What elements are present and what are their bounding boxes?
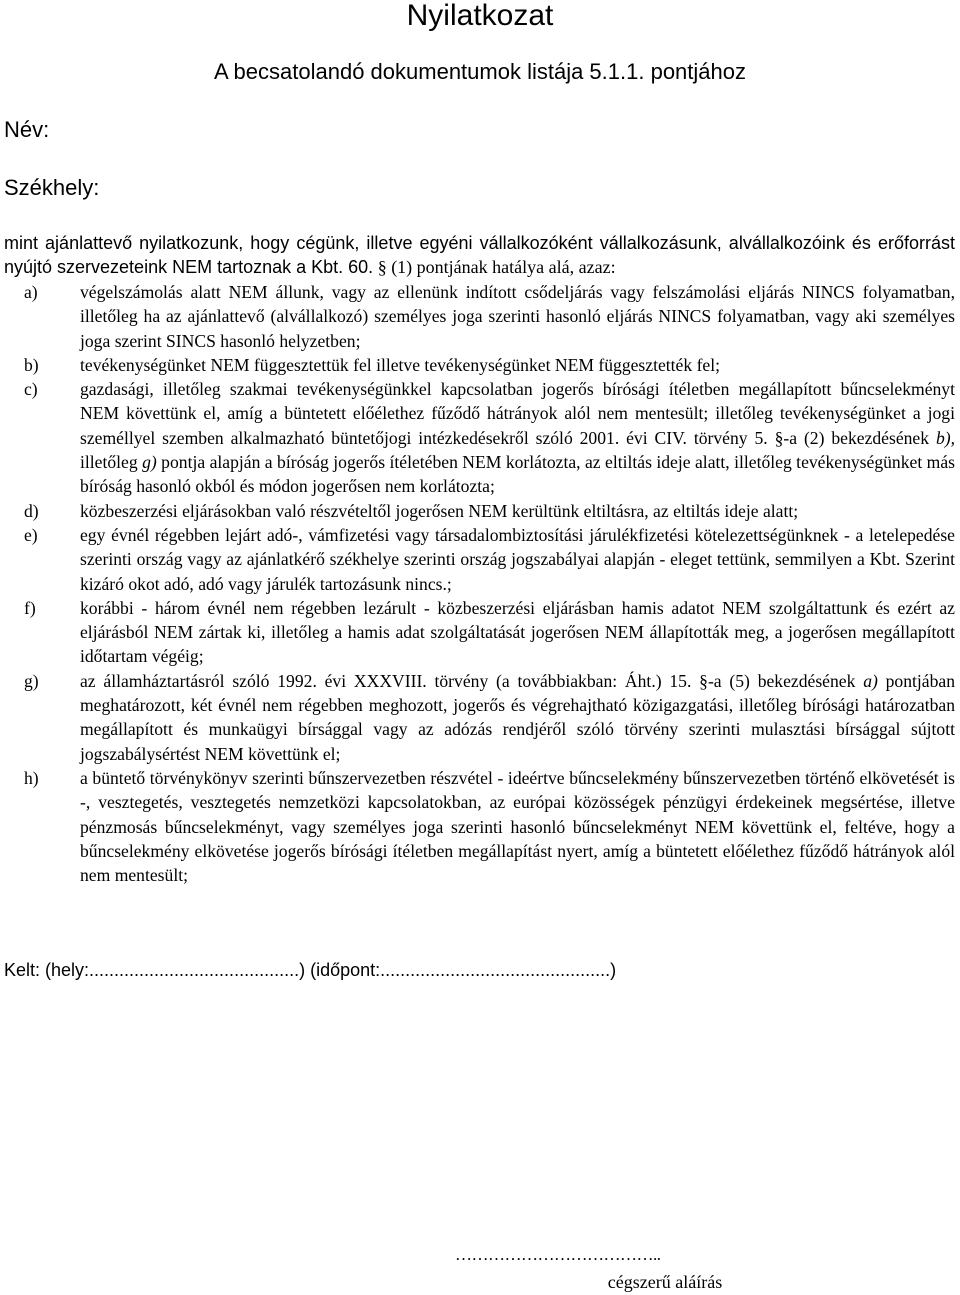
intro-text-part2: § (1) pontjának hatálya alá, azaz: [377,257,616,277]
item-marker: f) [24,597,36,618]
seat-label: Székhely: [4,175,100,200]
item-marker: b) [24,354,39,375]
condition-item-g [4,669,955,766]
item-marker: a) [24,282,38,302]
intro-paragraph [4,231,955,279]
item-text: korábbi - három évnél nem régebben lezárult - közbeszerzési eljárásban hamis adatot NEM szolgáltattunk és ezért az eljárásból NEM zártak ki, illetőleg a hamis adat szolgáltatását jogerősen NEM állapították meg, a jogerősen megállapított időtartam végéig; [80,597,955,667]
signature-label: cégszerű aláírás [607,1272,723,1292]
condition-list [4,280,955,887]
name-label: Név: [4,117,50,142]
item-text: illetőleg [80,452,143,473]
item-text: pontja alapján a bíróság jogerős ítéletében NEM korlátozta, az eltiltás ideje alatt, illetőleg tevékenységünket más bíróság hasonló okból és módon jogerősen nem korlátozta; [80,452,955,497]
item-text-italic: b), [935,427,955,448]
signature-line: ……………………………….. [455,1245,661,1264]
item-text-italic: g) [142,452,157,473]
condition-item-b [4,353,955,377]
item-marker: h) [24,767,39,788]
item-text: közbeszerzési eljárásokban való részvételtől jogerősen NEM kerültünk eltiltásra, az eltiltás ideje alatt; [80,500,799,521]
item-text: az államháztartásról szóló 1992. évi XXXVIII. törvény (a továbbiakban: Áht.) 15. §-a (5) bekezdésének [80,670,864,691]
intro-text-part1: mint ajánlattevő nyilatkozunk, hogy cégünk, illetve egyéni vállalkozóként vállalkozásunk, alvállalkozóink és erőforrást nyújtó szervezeteink NEM tartoznak a Kbt. 60. [4,233,955,277]
condition-item-f [4,596,955,669]
item-text: a büntető törvénykönyv szerinti bűnszervezetben részvétel - ideértve bűncselekmény bűnszervezetben történő elkövetését is -, vesztegetés, vesztegetés nemzetközi kapcsolatokban, az európai közösségek pénzügyi érdekeinek megsértése, illetve pénzmosás bűncselekményt, vagy személyes joga szerinti hasonló bűncselekményt NEM követtünk el, feltéve, hogy a bűncselekmény elkövetése jogerős bírósági ítéletben megállapítást nyert, amíg a büntetett előélethez fűződő hátrányok alól nem mentesült; [80,767,955,886]
item-text: egy évnél régebben lejárt adó-, vámfizetési vagy társadalombiztosítási járulékfizetési kötelezettségünknek - a letelepedése szerinti ország vagy az ajánlatkérő székhelye szerinti ország jogszabályai alapján - eleget tettünk, semmilyen a Kbt. Szerint kizáró okot adó, adó vagy járulék tartozásunk nincs.; [80,524,955,594]
item-marker: c) [24,379,38,400]
condition-item-c [4,377,955,498]
document-subtitle: A becsatolandó dokumentumok listája 5.1.1. pontjához [213,59,747,84]
item-text: tevékenységünket NEM függesztettük fel illetve tevékenységünket NEM függesztették fel; [80,354,721,375]
document-title: Nyilatkozat [406,0,554,32]
condition-item-e [4,523,955,596]
date-place-line: Kelt: (hely:..........................................) (időpont:..............................................) [4,960,617,980]
condition-item-h [4,766,955,887]
item-marker: d) [24,500,39,521]
item-marker: g) [24,670,39,691]
condition-item-d [4,499,955,523]
item-text: gazdasági, illetőleg szakmai tevékenységünkkel kapcsolatban jogerős bírósági ítéletben megállapított bűncselekményt NEM követtünk el, amíg a büntetett előélethez fűződő hátrányok alól nem mentesült; illetőleg tevékenységünket a jogi személlyel szemben alkalmazható büntetőjogi intézkedésekről szóló 2001. évi CIV. törvény 5. §-a (2) bekezdésének [80,379,955,448]
item-text: végelszámolás alatt NEM állunk, vagy az ellenünk indított csődeljárás vagy felszámolási eljárás NINCS folyamatban, illetőleg ha az ajánlattevő (alvállalkozó) személyes joga szerinti hasonló eljárás NINCS folyamatban, vagy aki személyes joga szerint SINCS hasonló helyzetben; [80,282,955,351]
item-text: pontjában meghatározott, két évnél nem régebben meghozott, jogerős és végrehajtható közigazgatási, illetőleg bírósági határozatban megállapított és munkaügyi bírsággal vagy az adózás rendjéről szóló törvény szerinti mulasztási bírsággal sújtott jogszabálysértést NEM követtünk el; [80,670,956,764]
item-text-italic: a) [863,670,878,691]
item-marker: e) [24,524,38,545]
condition-item-a [4,280,955,353]
